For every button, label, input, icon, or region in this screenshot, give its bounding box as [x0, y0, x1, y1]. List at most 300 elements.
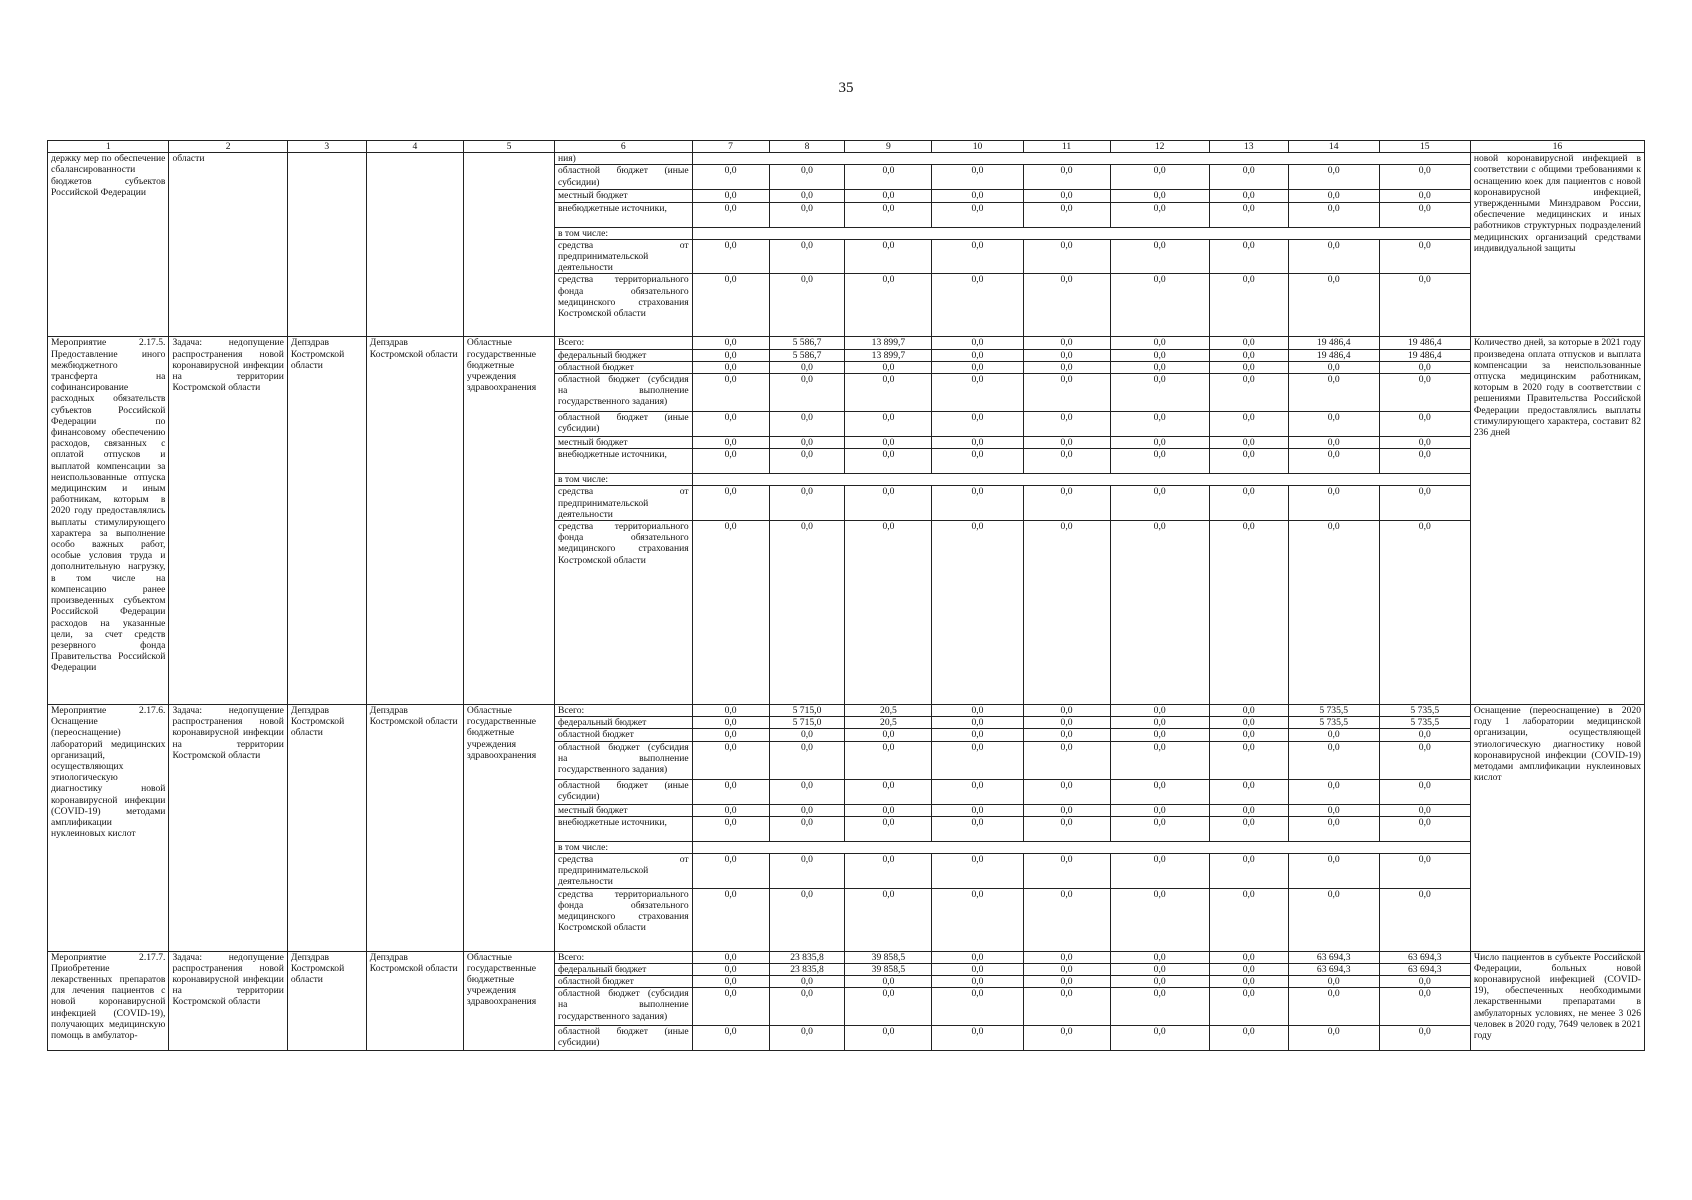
- value-cell: 0,0: [845, 854, 932, 889]
- value-cell: 0,0: [1110, 202, 1209, 227]
- value-cell: 0,0: [845, 729, 932, 741]
- cell-col2: Задача: недопущение распространения новой коронавирусной инфекции на территории Костромской области: [169, 951, 287, 1051]
- value-cell: 5 735,5: [1288, 717, 1379, 729]
- value-cell: 63 694,3: [1288, 963, 1379, 975]
- value-cell: 0,0: [769, 804, 845, 816]
- value-cell: 0,0: [1379, 1026, 1470, 1051]
- value-cell: 63 694,3: [1379, 963, 1470, 975]
- value-cell: 63 694,3: [1288, 951, 1379, 963]
- cell-col2: области: [169, 153, 287, 337]
- value-cell: 0,0: [1209, 804, 1288, 816]
- funding-source-label: федеральный бюджет: [555, 349, 693, 361]
- value-cell: 0,0: [1023, 988, 1110, 1026]
- value-cell: 0,0: [692, 779, 769, 804]
- value-cell: 0,0: [845, 741, 932, 779]
- value-cell: 0,0: [932, 951, 1023, 963]
- value-cell: 0,0: [1288, 202, 1379, 227]
- value-cell: 0,0: [932, 976, 1023, 988]
- value-cell: 5 586,7: [769, 349, 845, 361]
- value-cell: 0,0: [1288, 816, 1379, 841]
- funding-source-label: в том числе:: [555, 227, 693, 239]
- value-cell: 0,0: [1023, 804, 1110, 816]
- value-cell: 0,0: [1023, 239, 1110, 274]
- value-cell: 5 586,7: [769, 337, 845, 349]
- value-cell: 0,0: [769, 412, 845, 437]
- column-number-header: 15: [1379, 141, 1470, 153]
- empty-values: [692, 841, 1470, 853]
- value-cell: 0,0: [1110, 816, 1209, 841]
- value-cell: 0,0: [1379, 437, 1470, 449]
- value-cell: 0,0: [1110, 804, 1209, 816]
- value-cell: 0,0: [692, 239, 769, 274]
- value-cell: 0,0: [845, 804, 932, 816]
- value-cell: 0,0: [692, 486, 769, 521]
- value-cell: 0,0: [932, 729, 1023, 741]
- funding-source-label: областной бюджет: [555, 976, 693, 988]
- value-cell: 0,0: [692, 804, 769, 816]
- value-cell: 0,0: [1379, 202, 1470, 227]
- value-cell: 0,0: [1110, 239, 1209, 274]
- value-cell: 0,0: [932, 486, 1023, 521]
- value-cell: 0,0: [1023, 412, 1110, 437]
- value-cell: 0,0: [932, 349, 1023, 361]
- funding-source-label: областной бюджет (иные субсидии): [555, 779, 693, 804]
- value-cell: 63 694,3: [1379, 951, 1470, 963]
- value-cell: 0,0: [1110, 449, 1209, 474]
- funding-source-label: ния): [555, 153, 693, 165]
- value-cell: 0,0: [1110, 779, 1209, 804]
- funding-source-label: средства территориального фонда обязательного медицинского страхования Костромской области: [555, 888, 693, 951]
- value-cell: 0,0: [1379, 816, 1470, 841]
- column-number-header: 10: [932, 141, 1023, 153]
- value-cell: 0,0: [1209, 988, 1288, 1026]
- value-cell: 0,0: [845, 816, 932, 841]
- value-cell: 0,0: [1023, 741, 1110, 779]
- value-cell: 0,0: [1110, 274, 1209, 337]
- value-cell: 0,0: [1110, 521, 1209, 705]
- value-cell: 0,0: [1110, 854, 1209, 889]
- value-cell: 0,0: [1288, 854, 1379, 889]
- value-cell: 0,0: [932, 449, 1023, 474]
- cell-col3: Депздрав Костромской области: [287, 705, 366, 952]
- value-cell: 0,0: [1209, 449, 1288, 474]
- value-cell: 0,0: [1110, 717, 1209, 729]
- funding-source-label: областной бюджет: [555, 729, 693, 741]
- value-cell: 0,0: [1209, 239, 1288, 274]
- value-cell: 0,0: [932, 804, 1023, 816]
- value-cell: 0,0: [769, 888, 845, 951]
- value-cell: 0,0: [845, 521, 932, 705]
- value-cell: 0,0: [769, 976, 845, 988]
- value-cell: 0,0: [769, 449, 845, 474]
- value-cell: 0,0: [1110, 437, 1209, 449]
- column-number-header: 14: [1288, 141, 1379, 153]
- column-number-header: 2: [169, 141, 287, 153]
- value-cell: 0,0: [1288, 165, 1379, 190]
- value-cell: 5 735,5: [1379, 705, 1470, 717]
- value-cell: 0,0: [1288, 521, 1379, 705]
- value-cell: 0,0: [769, 165, 845, 190]
- value-cell: 0,0: [692, 1026, 769, 1051]
- value-cell: 0,0: [1110, 888, 1209, 951]
- cell-col1: Мероприятие 2.17.5. Предоставление иного межбюджетного трансферта на софинансирование расходных обязательств субъектов Российской Федерации по финансовому обеспечению расходов, связанных с оплатой отпусков и выплатой компенсации за неиспользованные отпуска медицинским и иным работникам, которым в 2020 году предоставлялись выплаты стимулирующего характера за выполнение особо важных работ, особые условия труда и дополнительную нагрузку, в том числе на компенсацию ранее произведенных субъектом Российской Федерации расходов на указанные цели, за счет средств резервного фонда Правительства Российской Федерации: [48, 337, 169, 705]
- funding-source-label: Всего:: [555, 705, 693, 717]
- value-cell: 0,0: [692, 349, 769, 361]
- empty-cell: [463, 153, 554, 337]
- value-cell: 0,0: [692, 449, 769, 474]
- budget-table-container: [47, 140, 1645, 1051]
- value-cell: 0,0: [1209, 202, 1288, 227]
- column-number-header: 1: [48, 141, 169, 153]
- funding-source-label: внебюджетные источники,: [555, 202, 693, 227]
- value-cell: 0,0: [692, 741, 769, 779]
- value-cell: 0,0: [1379, 729, 1470, 741]
- value-cell: 0,0: [692, 337, 769, 349]
- result-indicator: Число пациентов в субъекте Российской Федерации, больных новой коронавирусной инфекцией (COVID-19), обеспеченных необходимыми лекарственными препаратами в амбулаторных условиях, не менее 3 026 человек в 2020 году, 7649 человек в 2021 году: [1470, 951, 1644, 1051]
- value-cell: 0,0: [1110, 976, 1209, 988]
- funding-source-label: областной бюджет (иные субсидии): [555, 412, 693, 437]
- value-cell: 0,0: [932, 963, 1023, 975]
- column-number-header: 7: [692, 141, 769, 153]
- value-cell: 0,0: [1379, 521, 1470, 705]
- value-cell: 0,0: [845, 779, 932, 804]
- value-cell: 0,0: [932, 437, 1023, 449]
- cell-col4: Депздрав Костромской области: [366, 705, 463, 952]
- value-cell: 0,0: [692, 274, 769, 337]
- value-cell: 0,0: [1288, 741, 1379, 779]
- value-cell: 0,0: [845, 374, 932, 412]
- funding-source-label: местный бюджет: [555, 437, 693, 449]
- value-cell: 0,0: [1379, 976, 1470, 988]
- cell-col2: Задача: недопущение распространения новой коронавирусной инфекции на территории Костромской области: [169, 705, 287, 952]
- value-cell: 0,0: [1379, 412, 1470, 437]
- value-cell: 0,0: [769, 816, 845, 841]
- value-cell: 0,0: [845, 412, 932, 437]
- value-cell: 0,0: [1023, 274, 1110, 337]
- table-row: [48, 705, 1645, 717]
- value-cell: 0,0: [1110, 1026, 1209, 1051]
- funding-source-label: средства от предпринимательской деятельности: [555, 239, 693, 274]
- empty-cell: [287, 153, 366, 337]
- value-cell: 0,0: [692, 988, 769, 1026]
- cell-col4: Депздрав Костромской области: [366, 951, 463, 1051]
- value-cell: 0,0: [845, 437, 932, 449]
- value-cell: 0,0: [845, 202, 932, 227]
- value-cell: 0,0: [1209, 976, 1288, 988]
- value-cell: 0,0: [845, 239, 932, 274]
- value-cell: 0,0: [1379, 486, 1470, 521]
- value-cell: 0,0: [1288, 988, 1379, 1026]
- result-indicator: новой коронавирусной инфекцией в соответствии с общими требованиями к оснащению коек для пациентов с новой коронавирусной инфекцией, утвержденными Минздравом России, обеспечение медицинских и иных работников структурных подразделений медицинских организаций средствами индивидуальной защиты: [1470, 153, 1644, 337]
- value-cell: 0,0: [769, 521, 845, 705]
- empty-values: [692, 153, 1470, 165]
- value-cell: 0,0: [932, 274, 1023, 337]
- value-cell: 13 899,7: [845, 349, 932, 361]
- value-cell: 0,0: [1110, 337, 1209, 349]
- value-cell: 0,0: [1023, 717, 1110, 729]
- value-cell: 0,0: [692, 412, 769, 437]
- funding-source-label: внебюджетные источники,: [555, 449, 693, 474]
- funding-source-label: в том числе:: [555, 841, 693, 853]
- value-cell: 0,0: [1209, 816, 1288, 841]
- page-number: 35: [838, 80, 854, 96]
- cell-col1: Мероприятие 2.17.6. Оснащение (переоснащение) лабораторий медицинских организаций, осуществляющих этиологическую диагностику новой коронавирусной инфекции (COVID-19) методами амплификации нуклеиновых кислот: [48, 705, 169, 952]
- funding-source-label: средства от предпринимательской деятельности: [555, 486, 693, 521]
- value-cell: 0,0: [1288, 190, 1379, 202]
- value-cell: 0,0: [769, 274, 845, 337]
- cell-col4: Депздрав Костромской области: [366, 337, 463, 705]
- value-cell: 0,0: [1209, 729, 1288, 741]
- empty-cell: [366, 153, 463, 337]
- table-row: [48, 337, 1645, 349]
- value-cell: 5 735,5: [1379, 717, 1470, 729]
- value-cell: 5 735,5: [1288, 705, 1379, 717]
- value-cell: 0,0: [769, 854, 845, 889]
- value-cell: 0,0: [1209, 486, 1288, 521]
- value-cell: 0,0: [692, 963, 769, 975]
- value-cell: 0,0: [1023, 951, 1110, 963]
- value-cell: 0,0: [932, 888, 1023, 951]
- value-cell: 0,0: [1288, 729, 1379, 741]
- budget-table: [47, 140, 1645, 1051]
- value-cell: 0,0: [769, 988, 845, 1026]
- value-cell: 0,0: [1110, 705, 1209, 717]
- value-cell: 0,0: [932, 337, 1023, 349]
- value-cell: 20,5: [845, 717, 932, 729]
- value-cell: 0,0: [1023, 337, 1110, 349]
- value-cell: 0,0: [1023, 729, 1110, 741]
- value-cell: 0,0: [1023, 816, 1110, 841]
- value-cell: 0,0: [1379, 779, 1470, 804]
- value-cell: 0,0: [932, 412, 1023, 437]
- value-cell: 0,0: [1023, 449, 1110, 474]
- table-row: [48, 153, 1645, 165]
- value-cell: 0,0: [1288, 486, 1379, 521]
- funding-source-label: местный бюджет: [555, 190, 693, 202]
- value-cell: 0,0: [1288, 361, 1379, 373]
- funding-source-label: средства территориального фонда обязательного медицинского страхования Костромской области: [555, 274, 693, 337]
- value-cell: 0,0: [1288, 374, 1379, 412]
- table-row: [48, 951, 1645, 963]
- value-cell: 0,0: [845, 274, 932, 337]
- value-cell: 0,0: [932, 1026, 1023, 1051]
- value-cell: 0,0: [932, 741, 1023, 779]
- column-number-header: 4: [366, 141, 463, 153]
- column-number-header: 3: [287, 141, 366, 153]
- value-cell: 0,0: [1110, 349, 1209, 361]
- column-number-row: [48, 141, 1645, 153]
- value-cell: 0,0: [1288, 412, 1379, 437]
- value-cell: 0,0: [1209, 1026, 1288, 1051]
- value-cell: 0,0: [1023, 190, 1110, 202]
- column-number-header: 11: [1023, 141, 1110, 153]
- value-cell: 0,0: [1110, 963, 1209, 975]
- funding-source-label: областной бюджет (иные субсидии): [555, 165, 693, 190]
- funding-source-label: средства от предпринимательской деятельности: [555, 854, 693, 889]
- value-cell: 0,0: [692, 816, 769, 841]
- value-cell: 0,0: [1288, 1026, 1379, 1051]
- value-cell: 0,0: [932, 190, 1023, 202]
- value-cell: 0,0: [1209, 705, 1288, 717]
- value-cell: 0,0: [769, 190, 845, 202]
- value-cell: 5 715,0: [769, 717, 845, 729]
- value-cell: 0,0: [845, 165, 932, 190]
- funding-source-label: федеральный бюджет: [555, 963, 693, 975]
- value-cell: 0,0: [1379, 361, 1470, 373]
- funding-source-label: областной бюджет: [555, 361, 693, 373]
- cell-col3: Депздрав Костромской области: [287, 951, 366, 1051]
- value-cell: 0,0: [845, 976, 932, 988]
- cell-col5: Областные государственные бюджетные учреждения здравоохранения: [463, 337, 554, 705]
- value-cell: 0,0: [692, 888, 769, 951]
- value-cell: 0,0: [1288, 779, 1379, 804]
- value-cell: 0,0: [1110, 361, 1209, 373]
- value-cell: 19 486,4: [1288, 337, 1379, 349]
- value-cell: 0,0: [1023, 349, 1110, 361]
- value-cell: 0,0: [1209, 274, 1288, 337]
- value-cell: 0,0: [1288, 437, 1379, 449]
- value-cell: 0,0: [1209, 779, 1288, 804]
- value-cell: 0,0: [932, 374, 1023, 412]
- value-cell: 0,0: [692, 165, 769, 190]
- value-cell: 0,0: [692, 202, 769, 227]
- value-cell: 0,0: [932, 165, 1023, 190]
- value-cell: 0,0: [1379, 741, 1470, 779]
- funding-source-label: областной бюджет (иные субсидии): [555, 1026, 693, 1051]
- value-cell: 0,0: [1288, 804, 1379, 816]
- value-cell: 23 835,8: [769, 963, 845, 975]
- value-cell: 0,0: [845, 361, 932, 373]
- funding-source-label: Всего:: [555, 951, 693, 963]
- value-cell: 0,0: [845, 988, 932, 1026]
- value-cell: 0,0: [769, 779, 845, 804]
- value-cell: 23 835,8: [769, 951, 845, 963]
- value-cell: 0,0: [1209, 854, 1288, 889]
- funding-source-label: внебюджетные источники,: [555, 816, 693, 841]
- value-cell: 0,0: [1023, 202, 1110, 227]
- value-cell: 0,0: [1023, 963, 1110, 975]
- empty-values: [692, 474, 1470, 486]
- value-cell: 0,0: [1023, 1026, 1110, 1051]
- value-cell: 0,0: [932, 717, 1023, 729]
- column-number-header: 9: [845, 141, 932, 153]
- value-cell: 0,0: [769, 486, 845, 521]
- value-cell: 0,0: [1209, 412, 1288, 437]
- value-cell: 0,0: [692, 729, 769, 741]
- value-cell: 0,0: [1209, 717, 1288, 729]
- funding-source-label: областной бюджет (субсидия на выполнение государственного задания): [555, 741, 693, 779]
- value-cell: 39 858,5: [845, 963, 932, 975]
- value-cell: 0,0: [1379, 274, 1470, 337]
- value-cell: 0,0: [769, 374, 845, 412]
- value-cell: 5 715,0: [769, 705, 845, 717]
- funding-source-label: местный бюджет: [555, 804, 693, 816]
- value-cell: 0,0: [1379, 165, 1470, 190]
- value-cell: 0,0: [1288, 449, 1379, 474]
- value-cell: 0,0: [1209, 190, 1288, 202]
- value-cell: 0,0: [769, 437, 845, 449]
- value-cell: 0,0: [769, 239, 845, 274]
- value-cell: 0,0: [1288, 976, 1379, 988]
- value-cell: 0,0: [1023, 854, 1110, 889]
- value-cell: 0,0: [692, 521, 769, 705]
- column-number-header: 6: [555, 141, 693, 153]
- cell-col5: Областные государственные бюджетные учреждения здравоохранения: [463, 705, 554, 952]
- value-cell: 0,0: [932, 816, 1023, 841]
- value-cell: 0,0: [1209, 951, 1288, 963]
- value-cell: 0,0: [932, 239, 1023, 274]
- value-cell: 0,0: [1379, 804, 1470, 816]
- funding-source-label: средства территориального фонда обязательного медицинского страхования Костромской области: [555, 521, 693, 705]
- value-cell: 0,0: [1110, 729, 1209, 741]
- value-cell: 0,0: [1110, 741, 1209, 779]
- column-number-header: 12: [1110, 141, 1209, 153]
- cell-col5: Областные государственные бюджетные учреждения здравоохранения: [463, 951, 554, 1051]
- value-cell: 39 858,5: [845, 951, 932, 963]
- funding-source-label: в том числе:: [555, 474, 693, 486]
- value-cell: 0,0: [845, 190, 932, 202]
- value-cell: 0,0: [692, 854, 769, 889]
- value-cell: 0,0: [1023, 976, 1110, 988]
- value-cell: 0,0: [932, 705, 1023, 717]
- funding-source-label: областной бюджет (субсидия на выполнение государственного задания): [555, 374, 693, 412]
- column-number-header: 16: [1470, 141, 1644, 153]
- value-cell: 0,0: [1110, 165, 1209, 190]
- value-cell: 0,0: [1379, 854, 1470, 889]
- value-cell: 0,0: [692, 705, 769, 717]
- result-indicator: Оснащение (переоснащение) в 2020 году 1 лаборатории медицинской организации, осуществляющей этиологическую диагностику новой коронавирусной инфекции (COVID-19) методами амплификации нуклеиновых кислот: [1470, 705, 1644, 952]
- column-number-header: 13: [1209, 141, 1288, 153]
- value-cell: 0,0: [1023, 521, 1110, 705]
- value-cell: 19 486,4: [1379, 337, 1470, 349]
- value-cell: 0,0: [1288, 888, 1379, 951]
- value-cell: 0,0: [932, 779, 1023, 804]
- value-cell: 0,0: [692, 951, 769, 963]
- value-cell: 0,0: [932, 361, 1023, 373]
- value-cell: 0,0: [845, 888, 932, 951]
- value-cell: 0,0: [1209, 337, 1288, 349]
- cell-col3: Депздрав Костромской области: [287, 337, 366, 705]
- value-cell: 0,0: [1023, 705, 1110, 717]
- value-cell: 0,0: [1110, 412, 1209, 437]
- value-cell: 0,0: [932, 202, 1023, 227]
- value-cell: 0,0: [845, 1026, 932, 1051]
- value-cell: 0,0: [769, 741, 845, 779]
- value-cell: 19 486,4: [1379, 349, 1470, 361]
- value-cell: 0,0: [1023, 486, 1110, 521]
- value-cell: 0,0: [769, 729, 845, 741]
- value-cell: 0,0: [1110, 988, 1209, 1026]
- value-cell: 0,0: [1110, 951, 1209, 963]
- value-cell: 0,0: [1209, 361, 1288, 373]
- value-cell: 20,5: [845, 705, 932, 717]
- value-cell: 0,0: [932, 854, 1023, 889]
- funding-source-label: федеральный бюджет: [555, 717, 693, 729]
- value-cell: 0,0: [1023, 361, 1110, 373]
- value-cell: 0,0: [692, 374, 769, 412]
- value-cell: 0,0: [1110, 374, 1209, 412]
- value-cell: 0,0: [932, 988, 1023, 1026]
- value-cell: 0,0: [1379, 374, 1470, 412]
- value-cell: 0,0: [1023, 437, 1110, 449]
- column-number-header: 8: [769, 141, 845, 153]
- value-cell: 0,0: [1209, 963, 1288, 975]
- value-cell: 0,0: [1379, 988, 1470, 1026]
- value-cell: 0,0: [1288, 274, 1379, 337]
- value-cell: 0,0: [692, 437, 769, 449]
- value-cell: 0,0: [692, 361, 769, 373]
- value-cell: 0,0: [845, 449, 932, 474]
